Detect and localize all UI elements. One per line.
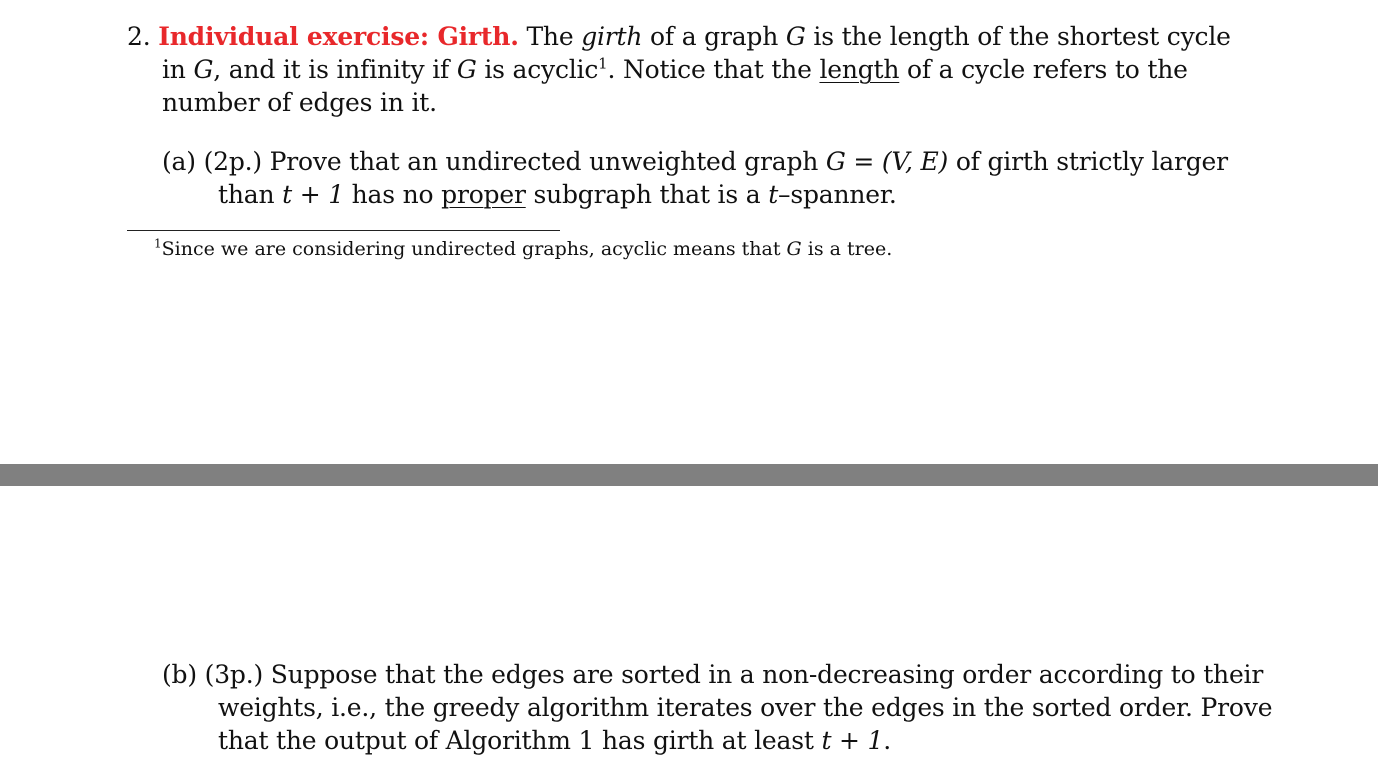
math-t: t	[768, 180, 779, 209]
math-G: G	[786, 238, 802, 260]
text: is a tree.	[807, 238, 893, 260]
text: (2p.) Prove that an undirected unweighted graph	[203, 147, 819, 176]
text: , and it is infinity if	[213, 55, 450, 84]
math-G: G	[456, 55, 477, 84]
page-bottom	[0, 486, 1378, 780]
text: Since we are considering undirected graphs, acyclic means that	[161, 238, 781, 260]
footnote-ref[interactable]: 1	[598, 54, 608, 73]
part-b-line-1	[162, 658, 1263, 691]
page-separator	[0, 464, 1378, 486]
proper-term: proper	[441, 180, 526, 209]
math-G: G	[193, 55, 214, 84]
footnote-rule	[127, 230, 560, 231]
problem-line-2	[162, 53, 1188, 86]
text: is the length of the shortest cycle	[813, 22, 1231, 51]
text: –spanner.	[778, 180, 897, 209]
part-a-label: (a)	[162, 147, 196, 176]
text: .	[883, 726, 891, 755]
part-b-label: (b)	[162, 660, 197, 689]
text: weights, i.e., the greedy algorithm iterates over the edges in the sorted order. Prove	[218, 693, 1273, 722]
text: of girth strictly larger	[955, 147, 1228, 176]
footnote	[154, 236, 892, 262]
math-graph: G = (V, E)	[825, 147, 949, 176]
math-G: G	[785, 22, 806, 51]
text: subgraph that is a	[533, 180, 761, 209]
part-b-line-2	[218, 691, 1272, 724]
problem-title: Individual exercise: Girth.	[158, 22, 519, 51]
part-a-line-2	[218, 178, 897, 211]
text: in	[162, 55, 186, 84]
text: . Notice that the	[607, 55, 812, 84]
text: is acyclic	[484, 55, 599, 84]
problem-number: 2.	[127, 22, 151, 51]
problem-line-3	[162, 86, 437, 119]
text: that the output of Algorithm 1 has girth at least	[218, 726, 814, 755]
footnote-mark: 1	[154, 236, 162, 251]
text: of a graph	[650, 22, 779, 51]
length-term: length	[819, 55, 900, 84]
math-t-plus-1: t + 1	[821, 726, 884, 755]
part-a-line-1	[162, 145, 1228, 178]
text: than	[218, 180, 275, 209]
part-b-line-3	[218, 724, 891, 757]
text: The	[526, 22, 574, 51]
math-t-plus-1: t + 1	[282, 180, 344, 209]
text: of a cycle refers to the	[907, 55, 1188, 84]
text: has no	[351, 180, 434, 209]
text: (3p.) Suppose that the edges are sorted in a non-decreasing order according to their	[204, 660, 1264, 689]
girth-term: girth	[581, 22, 643, 51]
text: number of edges in it.	[162, 88, 437, 117]
problem-line-1	[127, 20, 1231, 53]
